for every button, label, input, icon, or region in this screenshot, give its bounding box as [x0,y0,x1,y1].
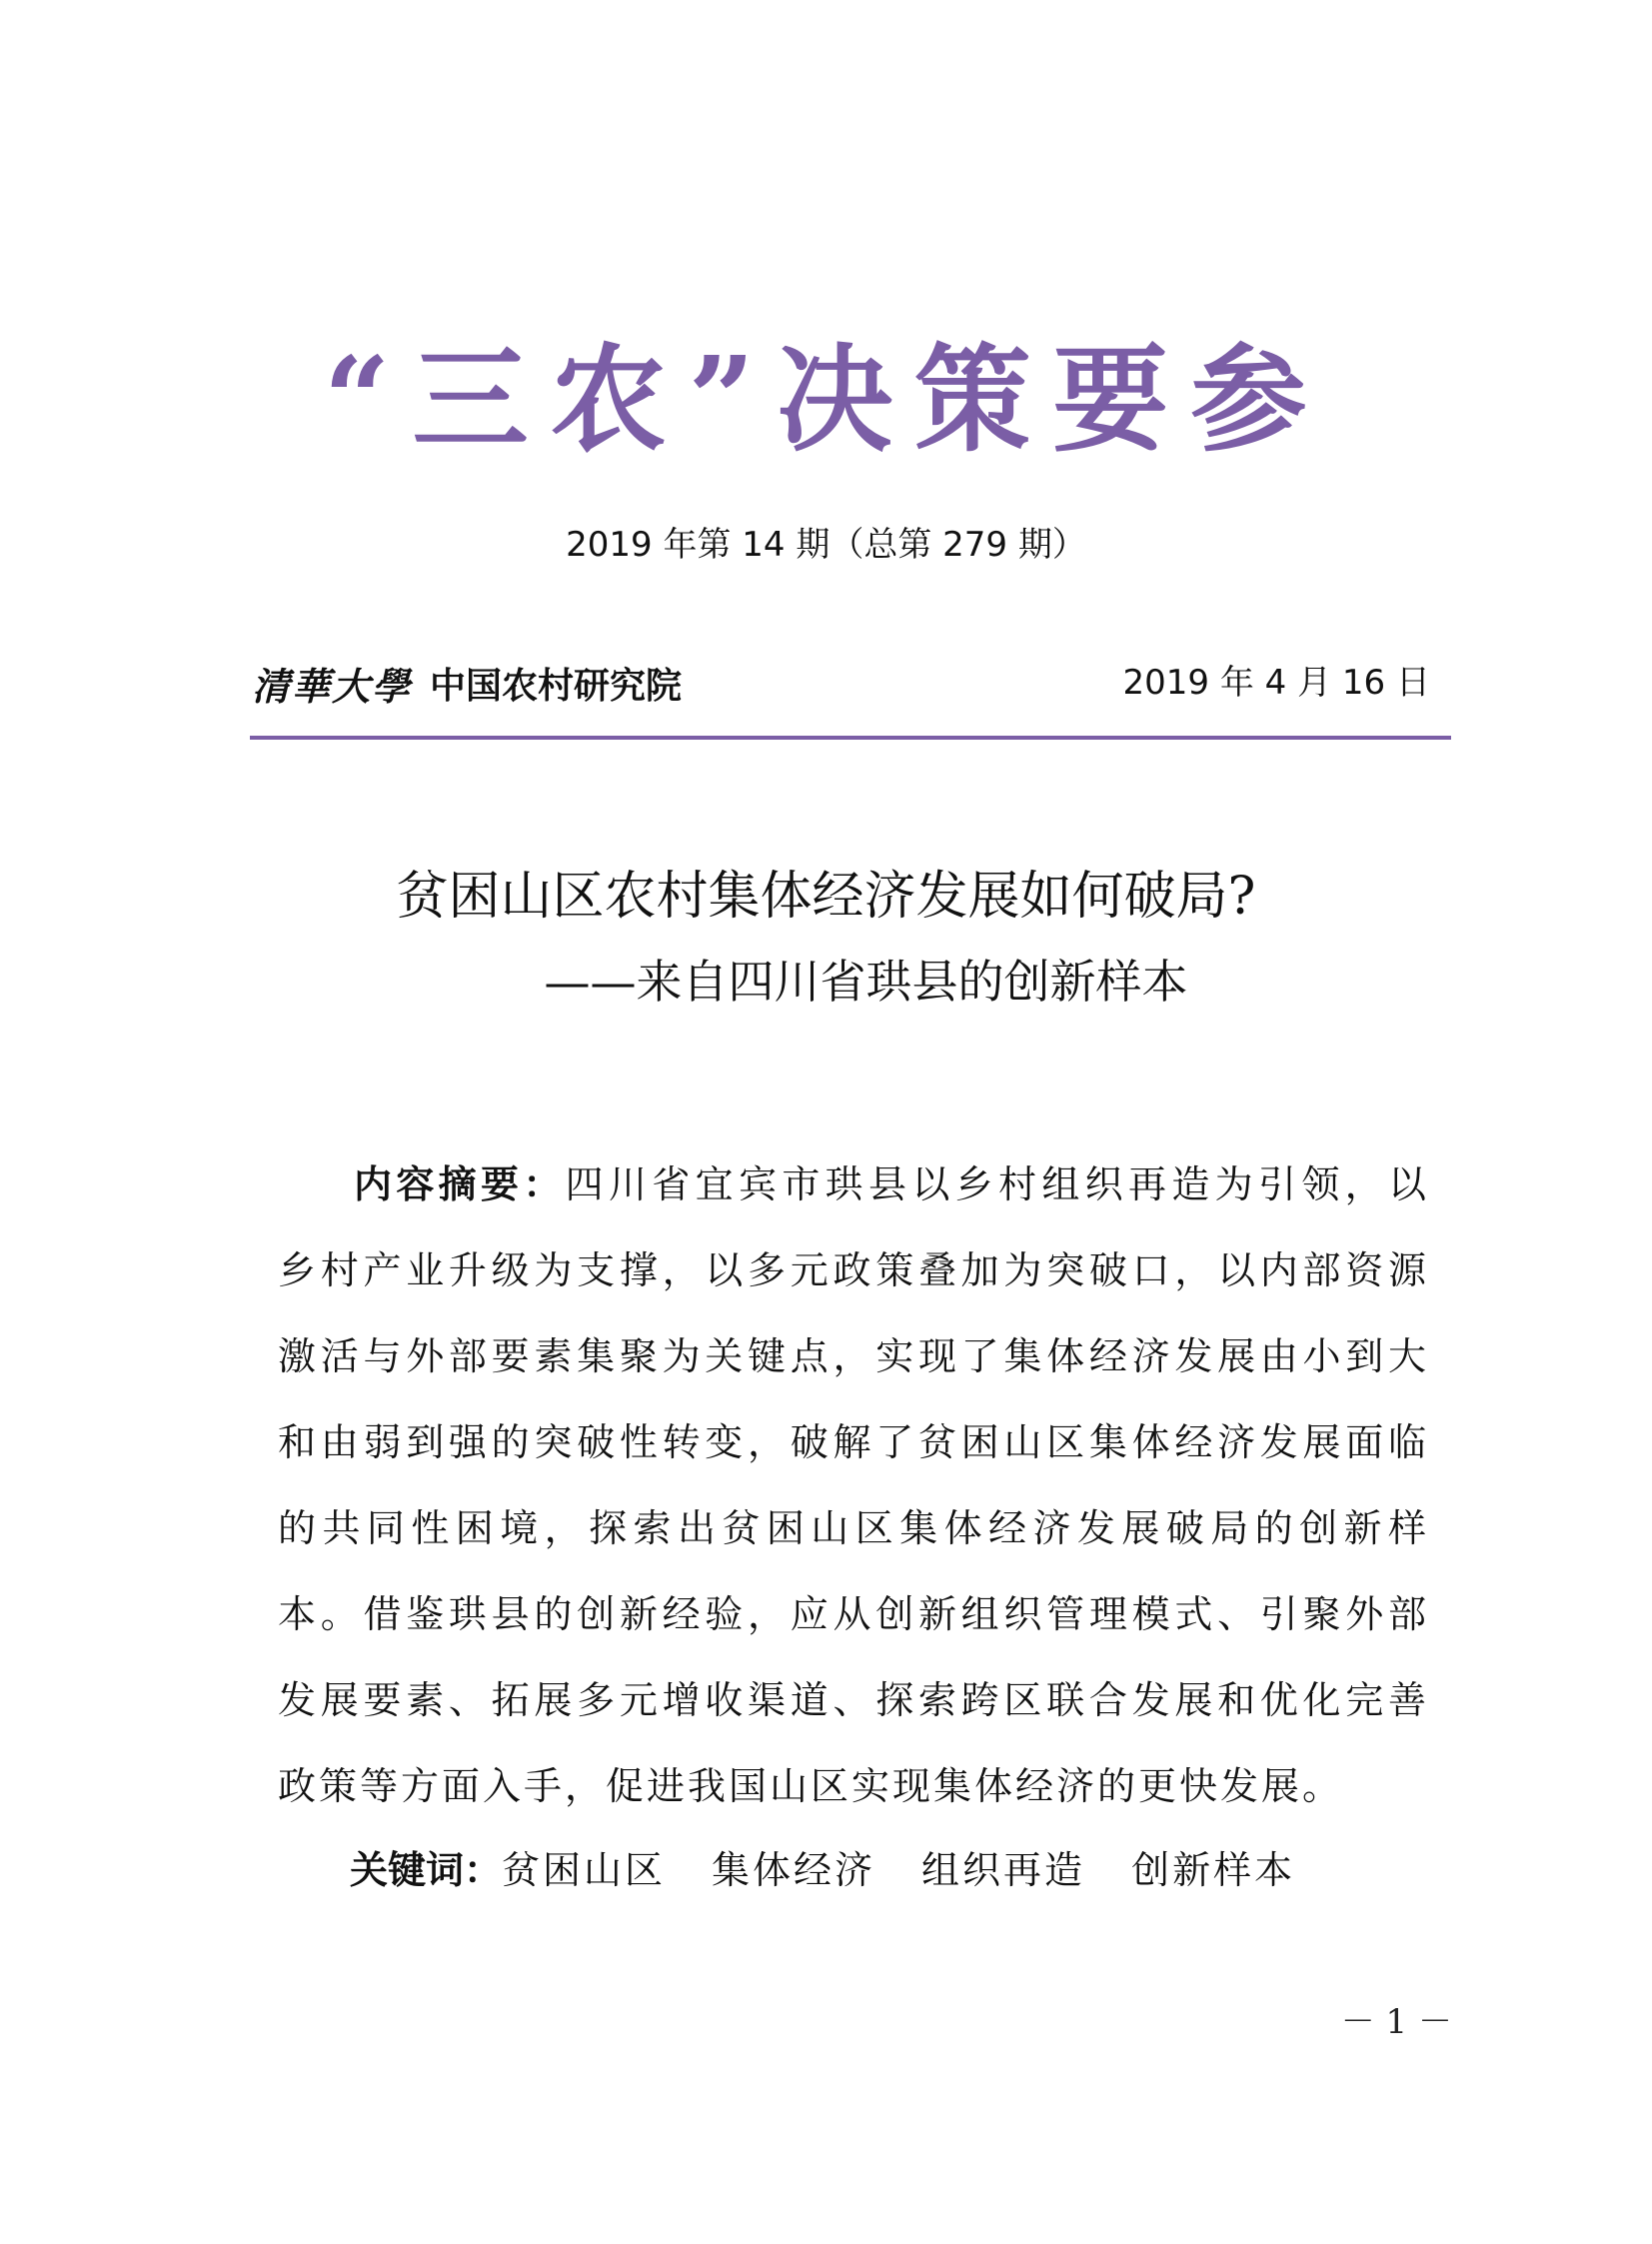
issue-number: 2019 年第 14 期（总第 279 期） [566,525,1086,565]
header-divider [250,736,1451,740]
abstract [278,1141,1427,1829]
abstract-line: 激活与外部要素集聚为关键点，实现了集体经济发展由小到大 [278,1334,1427,1378]
abstract-line [278,1141,1427,1227]
keyword: 集体经济 [712,1848,876,1892]
keyword: 创新样本 [1131,1848,1296,1892]
abstract-line: 本。借鉴珙县的创新经验，应从创新组织管理模式、引聚外部 [278,1592,1427,1636]
abstract-line: 发展要素、拓展多元增收渠道、探索跨区联合发展和优化完善 [278,1678,1427,1722]
keyword: 贫困山区 [502,1848,667,1892]
abstract-line-text: 四川省宜宾市珙县以乡村组织再造为引领，以 [565,1162,1427,1206]
abstract-line: 政策等方面入手，促进我国山区实现集体经济的更快发展。 [278,1764,1344,1808]
abstract-line: 乡村产业升级为支撑，以多元政策叠加为突破口，以内部资源 [278,1248,1427,1292]
article-subtitle: ——来自四川省珙县的创新样本 [544,955,1188,1009]
abstract-line: 和由弱到强的突破性转变，破解了贫困山区集体经济发展面临 [278,1420,1427,1464]
university-logo: 清華大學 [252,663,413,709]
article-title: 贫困山区农村集体经济发展如何破局? [396,867,1256,927]
keywords [350,1835,1341,1905]
publish-date: 2019 年 4 月 16 日 [1122,663,1430,703]
masthead-title: “三农”决策要参 [323,332,1329,468]
institute-name: 中国农村研究院 [430,664,683,707]
page-number: － 1 － [1340,2002,1452,2042]
publisher [252,655,682,711]
keyword: 组织再造 [921,1848,1086,1892]
keywords-label: 关键词： [350,1848,503,1892]
abstract-label: 内容摘要： [354,1162,566,1206]
abstract-line: 的共同性困境，探索出贫困山区集体经济发展破局的创新样 [278,1506,1427,1550]
